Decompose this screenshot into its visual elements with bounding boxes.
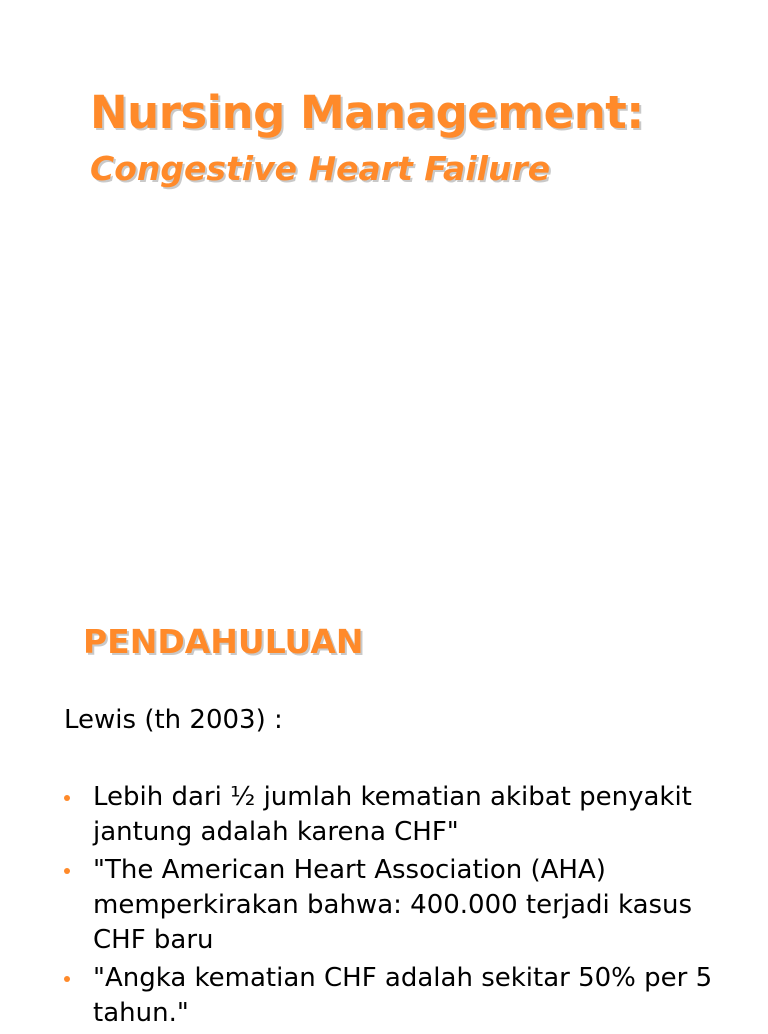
- bullet-item: [64, 961, 724, 1031]
- bullet-dot-icon: [64, 976, 70, 982]
- bullet-dot-icon: [64, 795, 70, 801]
- bullet-text: "Angka kematian CHF adalah sekitar 50% per 5 tahun.": [93, 963, 713, 1028]
- slide-title: Nursing Management:: [90, 86, 644, 139]
- slide-subtitle: Congestive Heart Failure: [90, 149, 551, 188]
- bullet-text: "The American Heart Association (AHA) memperkirakan bahwa: 400.000 terjadi kasus CHF baru: [93, 855, 693, 955]
- bullet-list: [64, 780, 724, 1034]
- bullet-dot-icon: [64, 868, 70, 874]
- bullet-text: Lebih dari ½ jumlah kematian akibat penyakit jantung adalah karena CHF": [93, 782, 692, 847]
- bullet-item: [64, 780, 724, 850]
- section-heading: PENDAHULUAN: [83, 622, 364, 661]
- bullet-item: [64, 853, 724, 958]
- source-citation: Lewis (th 2003) :: [64, 705, 283, 735]
